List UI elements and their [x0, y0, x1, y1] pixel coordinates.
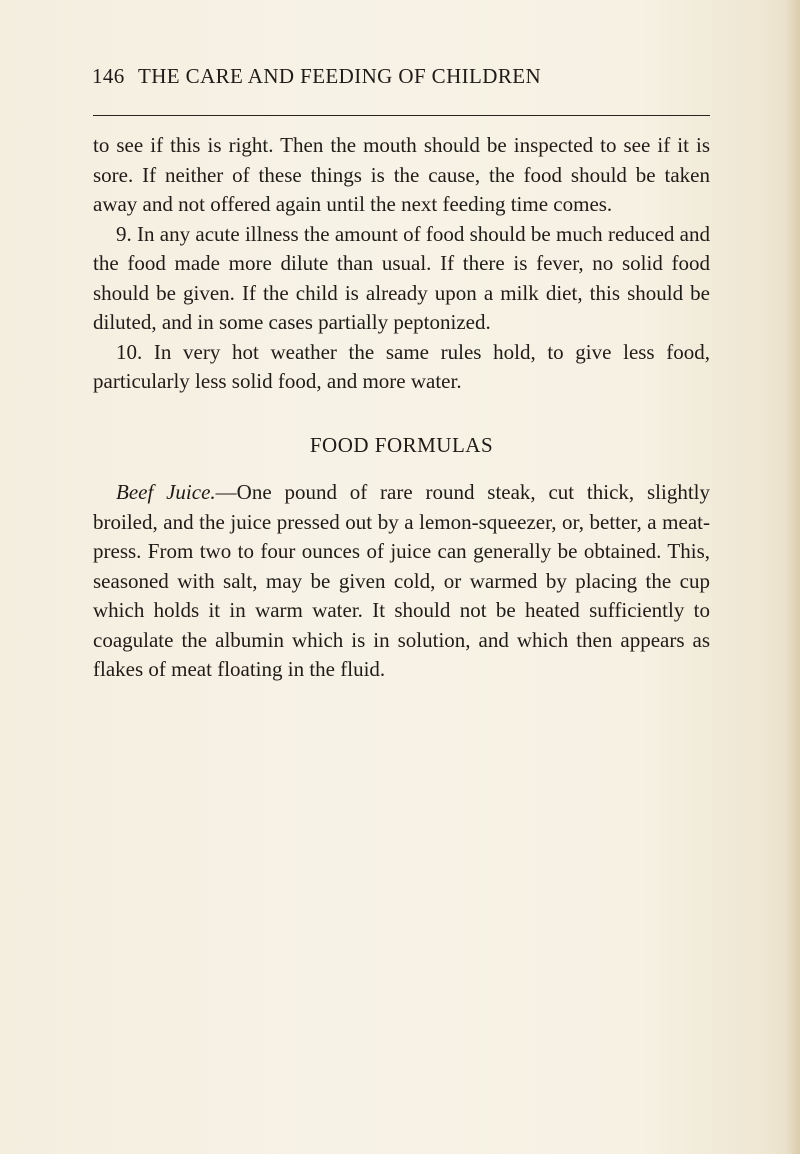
running-title: THE CARE AND FEEDING OF CHILDREN — [138, 64, 542, 88]
page-number: 146 — [92, 64, 125, 88]
header-rule — [93, 115, 710, 116]
paragraph-continuation: to see if this is right. Then the mouth should be inspected to see if it is sore. If neither of these things is the cause, the food should be taken away and not offered again until the next feeding time comes. — [93, 133, 710, 216]
formula-title: Beef Juice. — [116, 480, 216, 504]
page-edge-shading — [786, 0, 800, 1154]
paragraph-rule-9: 9. In any acute illness the amount of food should be much reduced and the food made more dilute than usual. If there is fever, no solid food should be given. If the child is already upon a milk diet, this should be diluted, and in some cases partially peptonized. — [93, 221, 710, 334]
running-head — [92, 64, 712, 94]
section-heading: FOOD FORMULAS — [309, 432, 494, 457]
formula-entry-beef-juice — [93, 478, 710, 685]
body-text — [93, 131, 710, 685]
paragraph-rule-10: 10. In very hot weather the same rules hold, to give less food, particularly less solid food, and more water. — [93, 339, 710, 393]
formula-text: —One pound of rare round steak, cut thick, slightly broiled, and the juice pressed out by a lemon-squeezer, or, better, a meat-press. From two to four ounces of juice can generally be obtained. This, seasoned with salt, may be given cold, or warmed by placing the cup which holds it in warm water. It should not be heated sufficiently to coagulate the albumin which is in solution, and which then appears as flakes of meat floating in the fluid. — [93, 480, 710, 681]
